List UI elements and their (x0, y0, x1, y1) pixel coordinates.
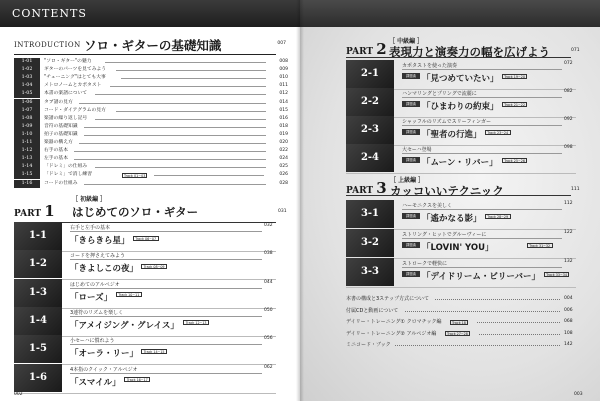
part1-title: はじめてのソロ・ギター (72, 205, 199, 219)
leader-line (79, 103, 266, 104)
lesson-rule (70, 259, 262, 260)
intro-item (14, 74, 288, 82)
assignment-tag: 課題曲 (402, 101, 420, 107)
intro-item (14, 82, 288, 90)
lesson-number: 1-2 (14, 250, 62, 278)
part1-page: 031 (278, 209, 287, 214)
lesson-rule (70, 316, 262, 317)
leader-line (435, 299, 560, 300)
part2-rule (346, 57, 571, 58)
lesson-page: 038 (264, 251, 273, 257)
lesson-topic: 右手と左手の基本 (70, 225, 111, 231)
lesson-rule (70, 231, 262, 232)
track-label: Track 12~13 (183, 320, 209, 325)
item-number: 1-16 (14, 180, 40, 188)
part2-title: 表現力と演奏力の幅を広げよう (389, 45, 550, 59)
misc-page: 142 (564, 342, 573, 347)
item-page: 012 (279, 91, 288, 97)
lesson-song: 「ひまわりの約束」 (422, 102, 499, 112)
intro-item (14, 115, 288, 123)
intro-item (14, 147, 288, 155)
leader-line (84, 127, 266, 128)
lesson-divider (14, 393, 276, 394)
lesson-page: 056 (264, 336, 273, 342)
track-label: Track 18 (452, 320, 466, 325)
part3-page: 111 (571, 187, 580, 192)
intro-item (14, 66, 288, 74)
leader-line (110, 86, 266, 87)
lesson-item (14, 307, 276, 337)
lesson-topic: ストロークで軽快に (402, 261, 448, 267)
misc-text: 本書の構成と3ステップ方式について (346, 296, 429, 302)
item-number: 1-11 (14, 139, 40, 147)
item-number: 1-03 (14, 74, 40, 82)
part3-level: ［ 上級編 ］ (390, 177, 425, 184)
leader-line (95, 167, 266, 168)
track-label: Track 33~34 (544, 272, 570, 277)
leader-line (116, 70, 266, 71)
leader-line (116, 111, 266, 112)
item-page: 008 (279, 59, 288, 64)
intro-item (14, 123, 288, 131)
misc-item (346, 295, 576, 303)
lesson-item (346, 258, 576, 288)
leader-line (74, 151, 266, 152)
lesson-number: 1-6 (14, 364, 62, 392)
leader-line (479, 334, 560, 335)
item-page: 024 (279, 156, 288, 162)
misc-page: 108 (564, 330, 573, 336)
item-number: 1-10 (14, 131, 40, 139)
item-text: 右手の基本 (44, 148, 68, 154)
item-text: "チューニング"はとても大事 (44, 75, 106, 81)
item-text: 本書の楽譜について (44, 91, 88, 97)
intro-title: ソロ・ギターの基礎知識 (84, 38, 222, 53)
item-page: 010 (279, 75, 288, 81)
item-page: 015 (279, 107, 288, 113)
track-label: Track 16~17 (124, 377, 150, 382)
lesson-number: 1-5 (14, 335, 62, 363)
item-text: ギターのパーツを見てみよう (44, 67, 107, 73)
lesson-topic: 小セーハに慣れよう (70, 338, 115, 345)
lesson-rule (70, 344, 262, 345)
track-label: Track 01~03 (124, 173, 146, 178)
track-label: Track 14~15 (141, 349, 167, 354)
intro-label: INTRODUCTION (14, 41, 81, 49)
part1-level: ［ 初級編 ］ (72, 196, 107, 203)
item-number: 1-15 (14, 171, 40, 179)
lesson-page: 112 (564, 201, 573, 206)
leader-line (95, 94, 266, 95)
intro-rule (14, 54, 276, 55)
intro-item (14, 99, 288, 107)
lesson-song: 「きらきら星」 (70, 236, 130, 246)
misc-item (346, 307, 576, 315)
track-label: Track 31~32 (527, 243, 553, 248)
item-page: 026 (279, 172, 288, 178)
intro-item (14, 90, 288, 98)
lesson-topic: 4本指のクイック・アルペジオ (70, 366, 138, 373)
lesson-item (14, 222, 276, 252)
lesson-number: 2-4 (346, 144, 394, 172)
lesson-item (14, 279, 276, 309)
lesson-rule (70, 288, 262, 289)
folio-right: 003 (574, 392, 583, 397)
item-page: 028 (279, 180, 288, 186)
lesson-song: 「見つめていたい」 (422, 74, 499, 84)
intro-item (14, 58, 288, 66)
lesson-page: 082 (564, 89, 573, 94)
lesson-page: 072 (564, 61, 573, 66)
item-number: 1-07 (14, 107, 40, 115)
track-label: Track 19~20 (502, 74, 528, 79)
item-text: 「ドレミ」で消し練習 (44, 172, 92, 178)
item-number: 1-05 (14, 90, 40, 98)
item-page: 011 (279, 83, 288, 89)
leader-line (74, 159, 266, 160)
assignment-tag: 課題曲 (402, 73, 420, 79)
track-label: Track 06~07 (133, 236, 159, 241)
item-number: 1-06 (14, 99, 40, 107)
leader-line (84, 184, 266, 185)
lesson-item (346, 229, 576, 259)
intro-item (14, 180, 288, 188)
lesson-number: 3-2 (346, 229, 394, 257)
lesson-topic: シャッフルのリズムでスリーフィンガー (402, 119, 491, 125)
misc-page: 004 (564, 296, 573, 301)
lesson-topic: ストリング・ヒットでグルーヴィーに (402, 232, 487, 238)
lesson-song: 「LOVIN' YOU」 (422, 243, 494, 253)
item-text: コードの仕組み (44, 180, 78, 186)
part1-heading (14, 192, 289, 222)
page-gutter (296, 0, 304, 401)
lesson-number: 2-3 (346, 116, 394, 144)
item-text: コード・ダイアグラムの見方 (44, 107, 106, 113)
intro-item (14, 155, 288, 163)
item-text: メトロノームとカポタスト (44, 83, 102, 89)
lesson-topic: ハンマリングとプリングで流麗に (402, 91, 477, 97)
lesson-number: 2-1 (346, 60, 394, 88)
lesson-item (346, 144, 576, 174)
lesson-item (346, 88, 576, 118)
lesson-rule (402, 69, 562, 70)
part2-level: ［ 中級編 ］ (389, 38, 424, 45)
misc-item (346, 330, 576, 338)
assignment-tag: 課題曲 (402, 271, 420, 277)
item-page: 009 (279, 67, 288, 73)
part3-heading (346, 173, 586, 203)
lesson-topic: ハーモニクスを美しく (402, 203, 452, 209)
track-label: Track 21~22 (502, 102, 528, 107)
part3-rule (346, 195, 571, 196)
item-number: 1-01 (14, 58, 40, 66)
track-label: Track 25~26 (502, 158, 528, 163)
lesson-page: 098 (564, 145, 573, 150)
item-text: 「ドレミ」の仕組み (44, 164, 88, 170)
lesson-page: 062 (264, 364, 273, 370)
track-label: Track 10~11 (116, 292, 142, 297)
lesson-song: 「アメイジング・グレイス」 (70, 320, 179, 331)
item-text: 音符の基礎知識 (44, 123, 78, 129)
part2-label: PART 2 (346, 40, 387, 58)
lesson-rule (402, 209, 562, 210)
lesson-page: 132 (564, 259, 573, 264)
lesson-song: 「ムーン・リバー」 (422, 158, 498, 168)
lesson-rule (402, 125, 562, 126)
folio-left: 002 (14, 392, 23, 397)
lesson-rule (402, 267, 562, 268)
item-text: タブ譜の見方 (44, 99, 73, 105)
item-page: 016 (279, 115, 288, 121)
lesson-item (14, 250, 276, 280)
lesson-number: 1-1 (14, 222, 62, 250)
track-label: Track 23~24 (485, 130, 511, 135)
part2-page: 071 (571, 48, 580, 53)
lesson-item (14, 335, 276, 365)
leader-line (105, 62, 266, 63)
intro-heading (14, 36, 294, 52)
item-text: 楽器の構え方 (44, 140, 73, 145)
misc-page: 068 (564, 319, 573, 324)
assignment-tag: 課題曲 (402, 213, 420, 219)
leader-line (405, 311, 560, 312)
track-label: Track 28~29 (485, 214, 511, 219)
intro-item (14, 171, 288, 179)
right-header-bar (300, 0, 600, 27)
item-text: 拍子の基礎知識 (44, 131, 78, 137)
lesson-song: 「聖者の行進」 (422, 130, 482, 140)
item-text: 楽譜の繰り返し記号 (44, 115, 88, 121)
item-text: 左手の基本 (44, 156, 68, 162)
leader-line (95, 119, 266, 120)
lesson-song: 「遙かなる影」 (422, 214, 482, 224)
lesson-topic: 3連符のリズムを楽しく (70, 309, 124, 316)
lesson-number: 1-4 (14, 307, 62, 335)
misc-text: デイリー・トレーニング② アルペジオ編 (346, 330, 437, 337)
misc-item (346, 318, 576, 326)
part3-label: PART 3 (346, 179, 387, 197)
lesson-number: 1-3 (14, 279, 62, 307)
leader-line (79, 143, 266, 144)
lesson-divider (346, 287, 576, 288)
lesson-page: 032 (264, 223, 273, 228)
leader-line (121, 78, 266, 79)
lesson-topic: 大セーハ登場 (402, 147, 432, 153)
lesson-item (346, 116, 576, 146)
item-page: 014 (279, 99, 288, 105)
lesson-topic: カポタストを使った演奏 (402, 63, 458, 69)
intro-item (14, 139, 288, 147)
misc-text: デイリー・トレーニング① クロマチック編 (346, 319, 442, 325)
leader-line (84, 135, 266, 136)
lesson-item (14, 364, 276, 394)
misc-page: 006 (564, 307, 573, 313)
lesson-number: 2-2 (346, 88, 394, 116)
leader-line (154, 175, 264, 176)
lesson-topic: はじめてのアルペジオ (70, 281, 120, 288)
item-number: 1-09 (14, 123, 40, 131)
lesson-topic: コードを押さえてみよう (70, 253, 126, 260)
lesson-item (346, 60, 576, 90)
lesson-rule (402, 97, 562, 98)
lesson-rule (402, 153, 562, 154)
item-page: 022 (279, 148, 288, 154)
item-number: 1-12 (14, 147, 40, 155)
lesson-number: 3-1 (346, 200, 394, 228)
track-label: Track 27~28 (447, 332, 468, 336)
lesson-page: 044 (264, 279, 273, 285)
item-number: 1-13 (14, 155, 40, 163)
intro-item (14, 107, 288, 115)
part1-label: PART 1 (14, 202, 55, 220)
lesson-page: 122 (564, 230, 573, 235)
lesson-song: 「ローズ」 (70, 292, 113, 303)
item-number: 1-14 (14, 163, 40, 171)
lesson-song: 「スマイル」 (70, 377, 121, 388)
lesson-number: 3-3 (346, 258, 394, 286)
item-page: 018 (279, 123, 288, 129)
item-page: 020 (279, 140, 288, 145)
intro-page: 007 (277, 41, 286, 46)
item-page: 025 (279, 164, 288, 170)
lesson-rule (70, 373, 262, 374)
part3-title: カッコいいテクニック (390, 184, 504, 198)
lesson-page: 050 (264, 307, 273, 313)
leader-line (395, 345, 560, 346)
track-label: Track 08~09 (141, 264, 167, 269)
lesson-item (346, 200, 576, 230)
assignment-tag: 課題曲 (402, 129, 420, 135)
item-number: 1-08 (14, 115, 40, 123)
lesson-page: 092 (564, 117, 573, 122)
assignment-tag: 課題曲 (402, 242, 420, 248)
lesson-song: 「デイドリーム・ビリーバー」 (422, 272, 540, 282)
lesson-song: 「オーラ・リー」 (70, 349, 139, 360)
lesson-song: 「きよしこの夜」 (70, 264, 139, 275)
item-number: 1-04 (14, 82, 40, 90)
item-page: 019 (279, 131, 288, 137)
intro-item (14, 163, 288, 171)
contents-title: CONTENTS (12, 7, 87, 20)
misc-text: 付属CDと動画について (346, 307, 399, 314)
misc-text: ミニコード・ブック (346, 342, 391, 348)
item-text: "ソロ・ギター"の魅力 (44, 59, 92, 64)
lesson-rule (402, 238, 562, 239)
leader-line (477, 322, 560, 323)
contents-header (0, 0, 300, 27)
item-number: 1-02 (14, 66, 40, 74)
misc-item (346, 341, 576, 349)
assignment-tag: 課題曲 (402, 157, 420, 163)
intro-item (14, 131, 288, 139)
